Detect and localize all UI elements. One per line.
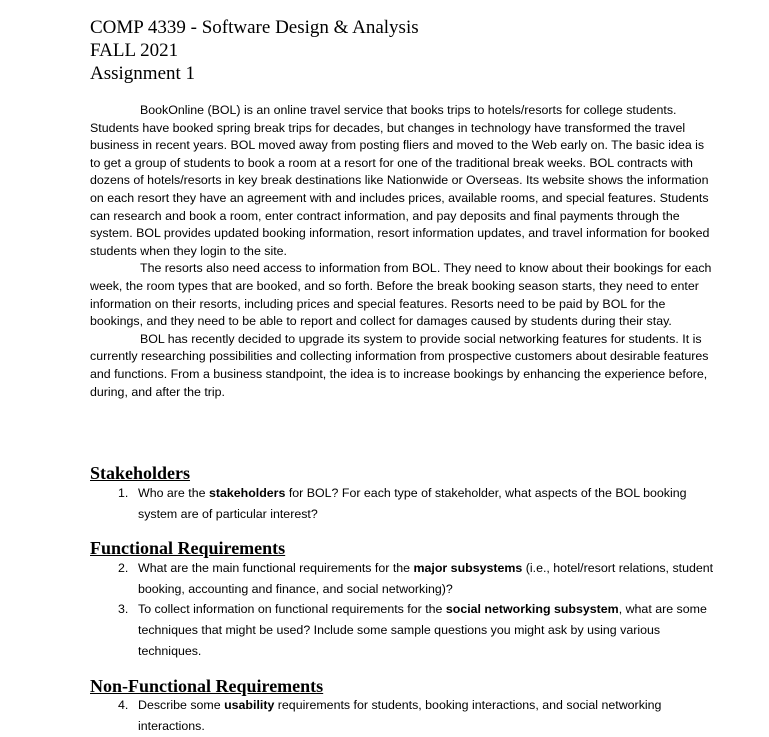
question-number: 1. xyxy=(118,486,129,500)
section-heading-stakeholders: Stakeholders xyxy=(90,463,191,483)
question-text: Who are the stakeholders for BOL? For each type of stakeholder, what aspects of the BOL booking system are of particular interest? xyxy=(138,486,687,521)
question-number: 3. xyxy=(118,602,129,616)
question-number: 4. xyxy=(118,698,129,712)
intro-paragraph: BookOnline (BOL) is an online travel service that books trips to hotels/resorts for college students. Students have booked spring break trips for decades, but changes in technology have transformed the travel business in recent years. BOL moved away from posting fliers and moved to the Web early on. The basic idea is to get a group of students to book a room at a resort for one of the traditional break weeks. BOL contracts with dozens of hotels/resorts in key break destinations like Nationwide or Overseas. Its website shows the information on each resort they have an agreement with and includes prices, available rooms, and special features. Students can research and book a room, enter contract information, and pay deposits and final payments through the system. BOL provides updated booking information, resort information updates, and travel information for booked students when they login to the site. xyxy=(90,103,710,258)
question-emphasis: major subsystems xyxy=(413,561,523,575)
term: FALL 2021 xyxy=(90,40,179,61)
question-emphasis: usability xyxy=(224,698,275,712)
question-emphasis: stakeholders xyxy=(208,486,286,500)
intro-body xyxy=(90,102,712,401)
section-heading-non-functional-requirements: Non-Functional Requirements xyxy=(90,676,324,696)
question-3 xyxy=(118,599,718,662)
question-text: To collect information on functional requirements for the social networking subsystem, what are some techniques that might be used? Include some sample questions you might ask by using various techniques. xyxy=(138,602,707,658)
question-number: 2. xyxy=(118,561,129,575)
intro-paragraph: The resorts also need access to information from BOL. They need to know about their bookings for each week, the room types that are booked, and so forth. Before the break booking season starts, they need to enter information on their resorts, including prices and special features. Resorts need to be paid by BOL for the bookings, and they need to be able to report and collect for damages caused by students during their stay. xyxy=(90,261,712,329)
intro-paragraph: BOL has recently decided to upgrade its system to provide social networking features for students. It is currently researching possibilities and collecting information from prospective customers about desirable features and functions. From a business standpoint, the idea is to increase bookings by enhancing the experience before, during, and after the trip. xyxy=(90,331,709,399)
question-text: What are the main functional requirements for the major subsystems (i.e., hotel/resort relations, student booking, accounting and finance, and social networking)? xyxy=(138,561,714,596)
question-1 xyxy=(118,483,718,525)
question-text: Describe some usability requirements for students, booking interactions, and social networking interactions. xyxy=(138,698,662,733)
assignment-title: Assignment 1 xyxy=(90,63,196,84)
question-2 xyxy=(118,558,718,600)
question-emphasis: social networking subsystem xyxy=(445,602,619,616)
question-4 xyxy=(118,695,718,737)
section-heading-functional-requirements: Functional Requirements xyxy=(90,538,286,558)
course-title: COMP 4339 - Software Design & Analysis xyxy=(90,17,419,38)
